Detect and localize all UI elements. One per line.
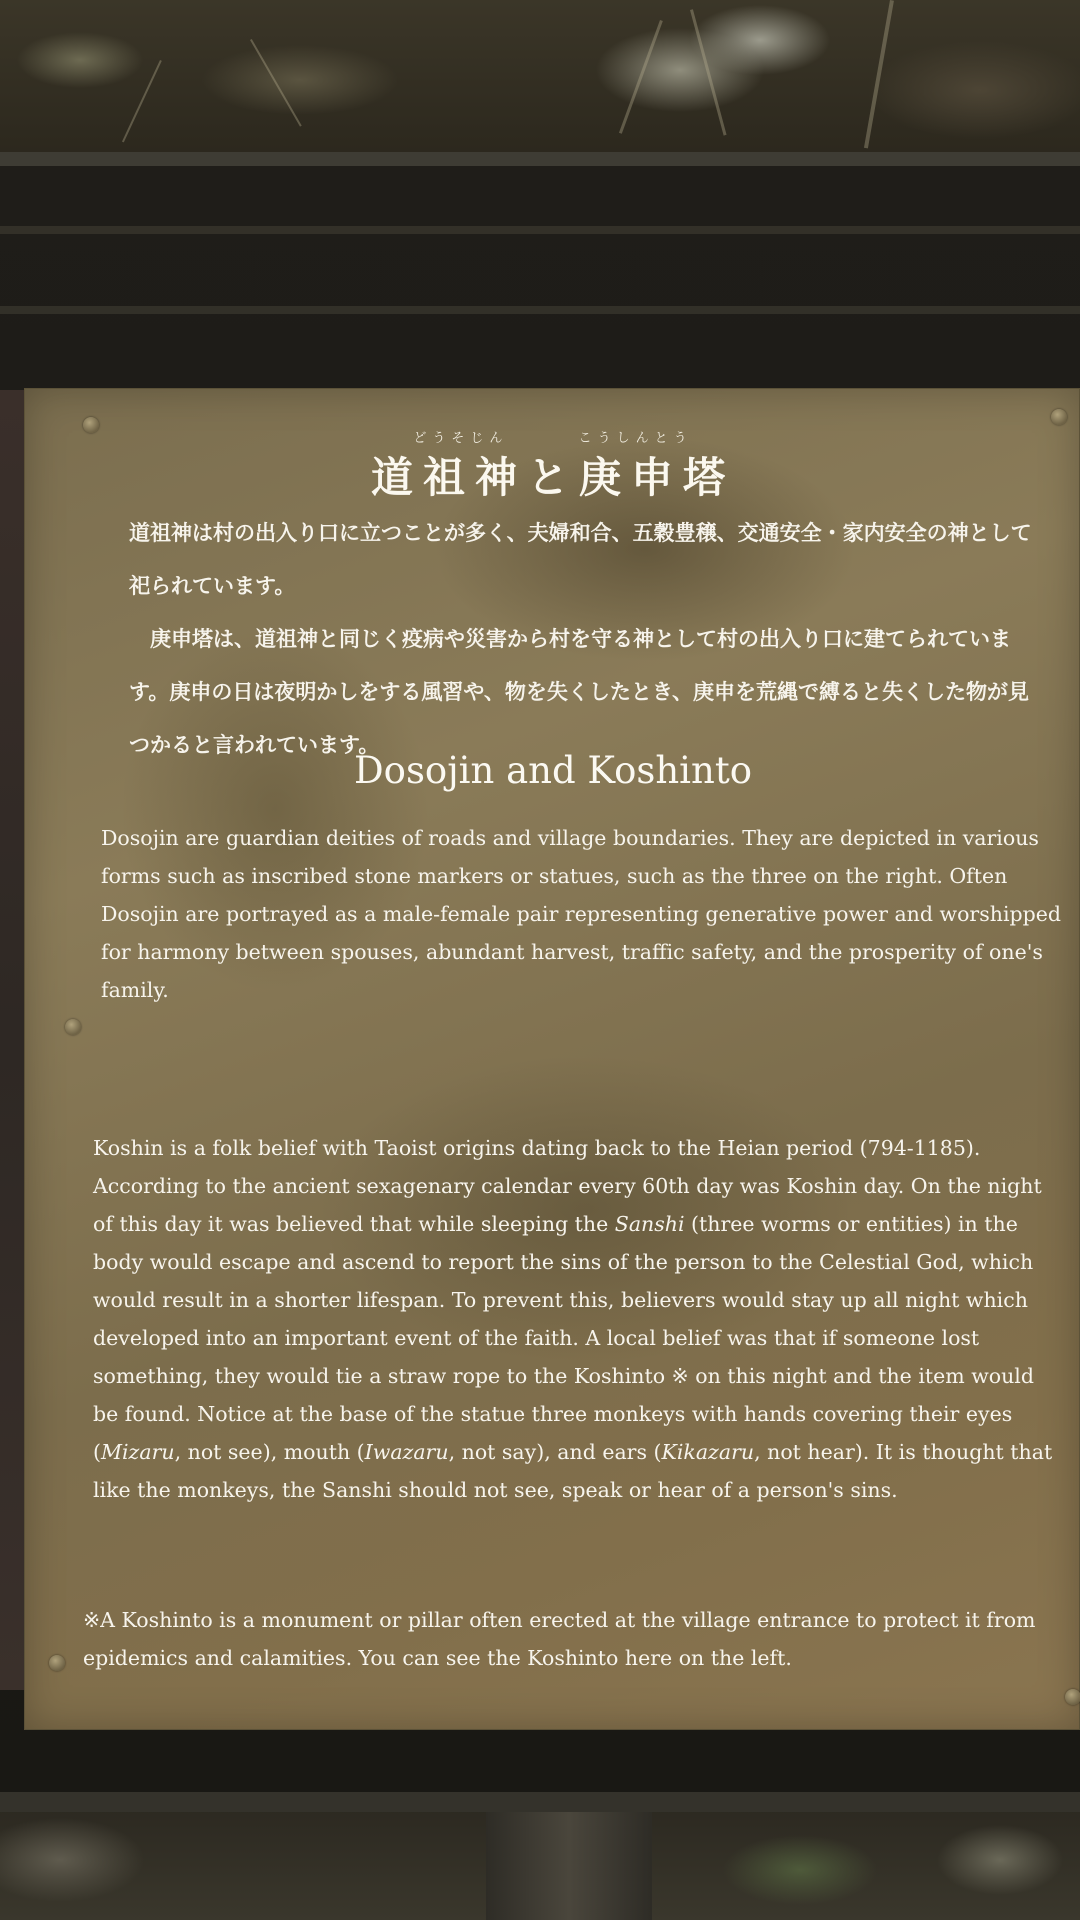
japanese-paragraph-dosojin: 道祖神は村の出入り口に立つことが多く、夫婦和合、五穀豊穣、交通安全・家内安全の神として祀られています。 [129, 521, 1032, 598]
english-footnote: ※A Koshinto is a monument or pillar often erected at the village entrance to protect it from epidemics and calamities. You can see the Koshinto here on the left. [83, 1608, 1036, 1670]
furigana-koshinto: こうしんとう [578, 431, 693, 446]
japanese-title-block [25, 427, 1080, 505]
sign-post [486, 1800, 652, 1920]
koshin-text-part: , not see), mouth ( [174, 1440, 365, 1464]
english-title: Dosojin and Koshinto [354, 749, 752, 792]
koshin-text-part: Koshin is a folk belief with Taoist origins dating back to the Heian period (794-1185). According to the ancient sexagenary calendar every 60th day was Koshin day. On the night of this day it was believed that while sleeping the [93, 1136, 1042, 1236]
frame-rail [0, 306, 1080, 314]
japanese-paragraph-koshinto: 庚申塔は、道祖神と同じく疫病や災害から村を守る神として村の出入り口に建てられています。庚申の日は夜明かしをする風習や、物を失くしたとき、庚申を荒縄で縛ると失くした物が見つかると言われています。 [129, 627, 1030, 757]
japanese-title-furigana [25, 427, 1080, 445]
english-paragraph-koshin [93, 1129, 1053, 1509]
frame-rail [0, 226, 1080, 234]
english-paragraph-dosojin: Dosojin are guardian deities of roads and village boundaries. They are depicted in various forms such as inscribed stone markers or statues, such as the three on the right. Often Dosojin are portrayed as a male-female pair representing generative power and worshipped for harmony between spouses, abundant harvest, traffic safety, and the prosperity of one's family. [101, 826, 1061, 1002]
screw-icon [1065, 1689, 1080, 1705]
kikazaru-term: Kikazaru [661, 1440, 755, 1464]
mizaru-term: Mizaru [101, 1440, 175, 1464]
koshin-text-part: (three worms or entities) in the body would escape and ascend to report the sins of the person to the Celestial God, which would result in a shorter lifespan. To prevent this, believers would stay up all night which developed into an important event of the faith. A local belief was that if someone lost something, they would tie a straw rope to the Koshinto ※ on this night and the item would be found. Notice at the base of the statue three monkeys with hands covering their eyes ( [93, 1212, 1034, 1464]
screw-icon [65, 1019, 81, 1035]
screw-icon [1051, 409, 1067, 425]
screw-icon [49, 1655, 65, 1671]
koshin-text-part: , not hear). It is thought that like the monkeys, the Sanshi should not see, speak or hear of a person's sins. [93, 1440, 1053, 1502]
iwazaru-term: Iwazaru [364, 1440, 449, 1464]
koshin-text-part: , not say), and ears ( [448, 1440, 662, 1464]
brass-plaque [24, 388, 1080, 1730]
japanese-title: 道祖神と庚申塔 [370, 453, 735, 502]
foliage-background-top [0, 0, 1080, 175]
furigana-dosojin: どうそじん [413, 431, 509, 446]
sanshi-term: Sanshi [614, 1212, 685, 1236]
